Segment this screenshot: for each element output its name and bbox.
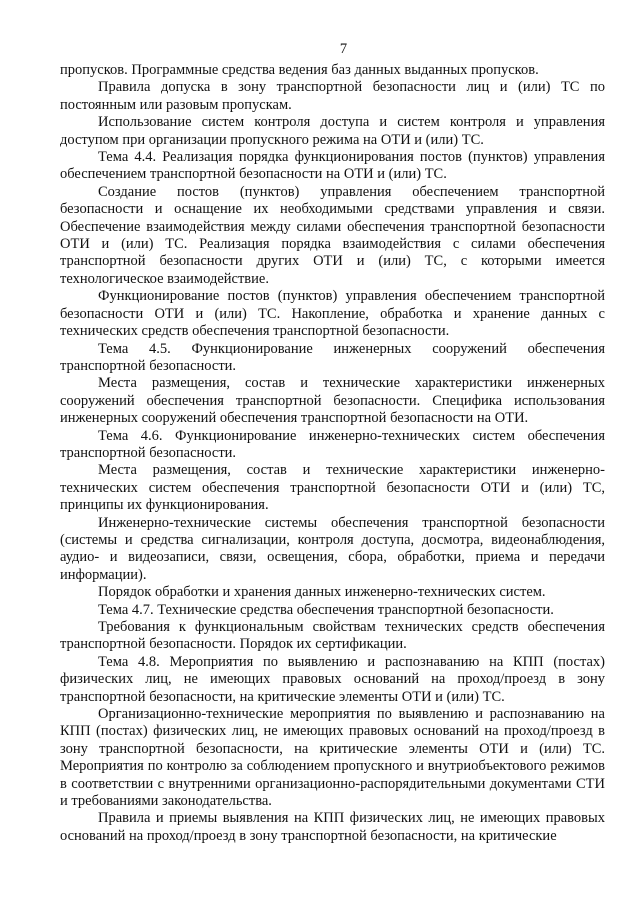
paragraph: Создание постов (пунктов) управления обеспечением транспортной безопасности и оснащение их необходимыми средствами управления и связи. Обеспечение взаимодействия между силами обеспечения транспортной безопасности ОТИ и (или) ТС. Реализация порядка взаимодействия с силами обеспечения транспортной безопасности других ОТИ и (или) ТС, с которыми имеется технологическое взаимодействие. (60, 183, 605, 287)
paragraph: Инженерно-технические системы обеспечения транспортной безопасности (системы и средства сигнализации, контроля доступа, досмотра, видеонаблюдения, аудио- и видеозаписи, связи, освещения, сбора, обработки, приема и передачи информации). (60, 514, 605, 583)
paragraph: Требования к функциональным свойствам технических средств обеспечения транспортной безопасности. Порядок их сертификации. (60, 619, 605, 653)
paragraph: Места размещения, состав и технические характеристики инженерных сооружений обеспечения транспортной безопасности. Специфика использования инженерных сооружений обеспечения транспортной безопасности на ОТИ. (60, 375, 605, 427)
paragraph: Места размещения, состав и технические характеристики инженерно-технических систем обеспечения транспортной безопасности ОТИ и (или) ТС, принципы их функционирования. (60, 462, 605, 514)
paragraph: Организационно-технические мероприятия по выявлению и распознаванию на КПП (постах) физических лиц, не имеющих правовых оснований на проход/проезд в зону транспортной безопасности, на критические элементы ОТИ и (или) ТС. Мероприятия по контролю за соблюдением пропускного и внутриобъектового режимов в соответствии с внутренними организационно-распорядительными документами СТИ и требованиями законодательства. (60, 706, 605, 810)
topic-heading: Тема 4.8. Мероприятия по выявлению и распознаванию на КПП (постах) физических лиц, не имеющих правовых оснований на проход/проезд в зону транспортной безопасности, на критические элементы ОТИ и (или) ТС. (60, 653, 605, 705)
topic-heading: Тема 4.7. Технические средства обеспечения транспортной безопасности. (98, 601, 554, 618)
paragraph: Правила допуска в зону транспортной безопасности лиц и (или) ТС по постоянным или разовым пропускам. (60, 79, 605, 113)
paragraph: Правила и приемы выявления на КПП физических лиц, не имеющих правовых оснований на проход/проезд в зону транспортной безопасности, на критические (60, 810, 605, 844)
paragraph: Функционирование постов (пунктов) управления обеспечением транспортной безопасности ОТИ и (или) ТС. Накопление, обработка и хранение данных с технических средств обеспечения транспортной безопасности. (60, 288, 605, 340)
topic-heading: Тема 4.4. Реализация порядка функционирования постов (пунктов) управления обеспечением транспортной безопасности на ОТИ и (или) ТС. (60, 149, 605, 183)
page-number: 7 (339, 41, 348, 57)
topic-heading: Тема 4.6. Функционирование инженерно-технических систем обеспечения транспортной безопасности. (60, 427, 605, 461)
paragraph: Использование систем контроля доступа и систем контроля и управления доступом при организации пропускного режима на ОТИ и (или) ТС. (60, 114, 605, 148)
paragraph-continuation: пропусков. Программные средства ведения баз данных выданных пропусков. (60, 62, 539, 78)
paragraph: Порядок обработки и хранения данных инженерно-технических систем. (98, 584, 546, 601)
body-text (60, 62, 605, 845)
topic-heading: Тема 4.5. Функционирование инженерных сооружений обеспечения транспортной безопасности. (60, 340, 605, 374)
